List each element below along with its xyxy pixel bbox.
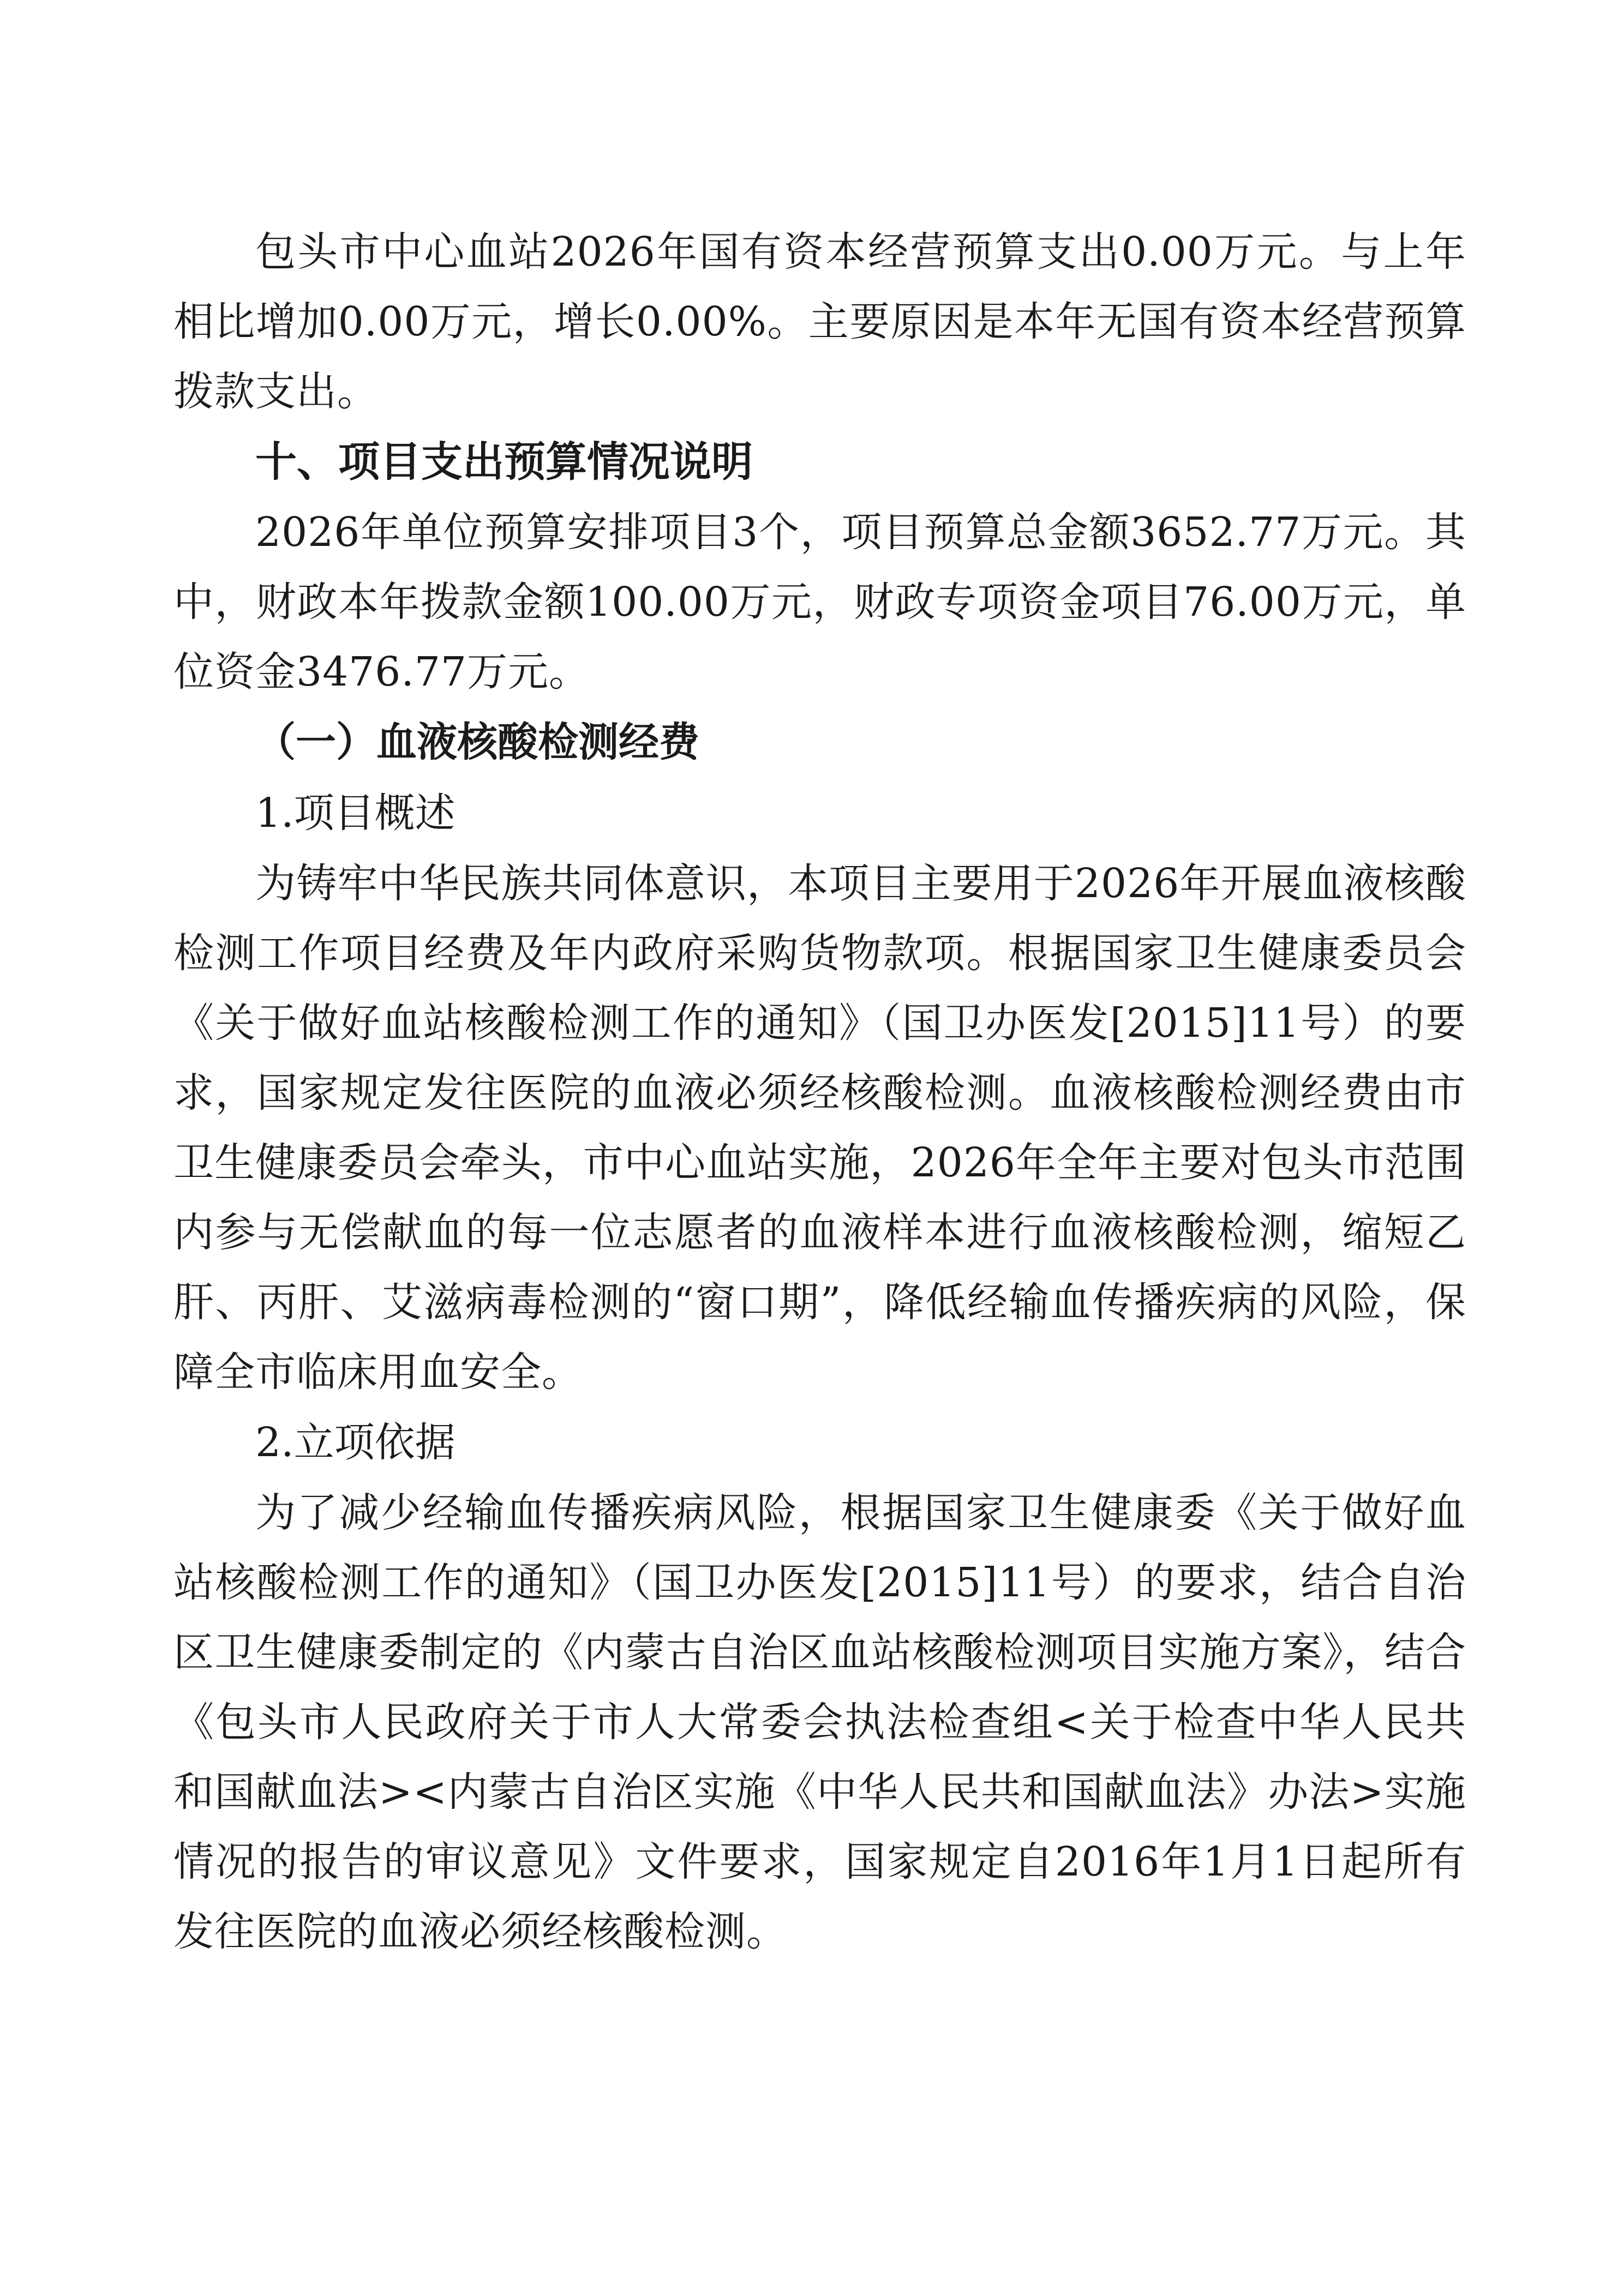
paragraph-project-summary: 2026年单位预算安排项目3个，项目预算总金额3652.77万元。其中，财政本年拨款金额100.00万元，财政专项资金项目76.00万元，单位资金3476.77万元。 [173,509,1466,695]
section-10-heading: 十、项目支出预算情况说明 [255,437,753,486]
paragraph-project-basis: 为了减少经输血传播疾病风险，根据国家卫生健康委《关于做好血站核酸检测工作的通知》（国卫办医发[2015]11号）的要求，结合自治区卫生健康委制定的《内蒙古自治区血站核酸检测项目实施方案》，结合《包头市人民政府关于市人大常委会执法检查组<关于检查中华人民共和国献血法><内蒙古自治区实施《中华人民共和国献血法》办法>实施情况的报告的审议意见》文件要求，国家规定自2016年1月1日起所有发往医院的血液必须经核酸检测。 [173,1489,1466,1955]
paragraph-state-capital-budget: 包头市中心血站2026年国有资本经营预算支出0.00万元。与上年相比增加0.00万元，增长0.00%。主要原因是本年无国有资本经营预算拨款支出。 [173,229,1466,415]
document-body [173,217,1466,1967]
project-1-heading: （一）血液核酸检测经费 [255,719,699,766]
item-1-title: 1.项目概述 [255,790,456,837]
paragraph-project-overview: 为铸牢中华民族共同体意识，本项目主要用于2026年开展血液核酸检测工作项目经费及年内政府采购货物款项。根据国家卫生健康委员会《关于做好血站核酸检测工作的通知》（国卫办医发[2015]11号）的要求，国家规定发往医院的血液必须经核酸检测。血液核酸检测经费由市卫生健康委员会牵头，市中心血站实施，2026年全年主要对包头市范围内参与无偿献血的每一位志愿者的血液样本进行血液核酸检测，缩短乙肝、丙肝、艾滋病毒检测的“窗口期”，降低经输血传播疾病的风险，保障全市临床用血安全。 [173,860,1466,1396]
item-2-title: 2.立项依据 [255,1419,456,1466]
